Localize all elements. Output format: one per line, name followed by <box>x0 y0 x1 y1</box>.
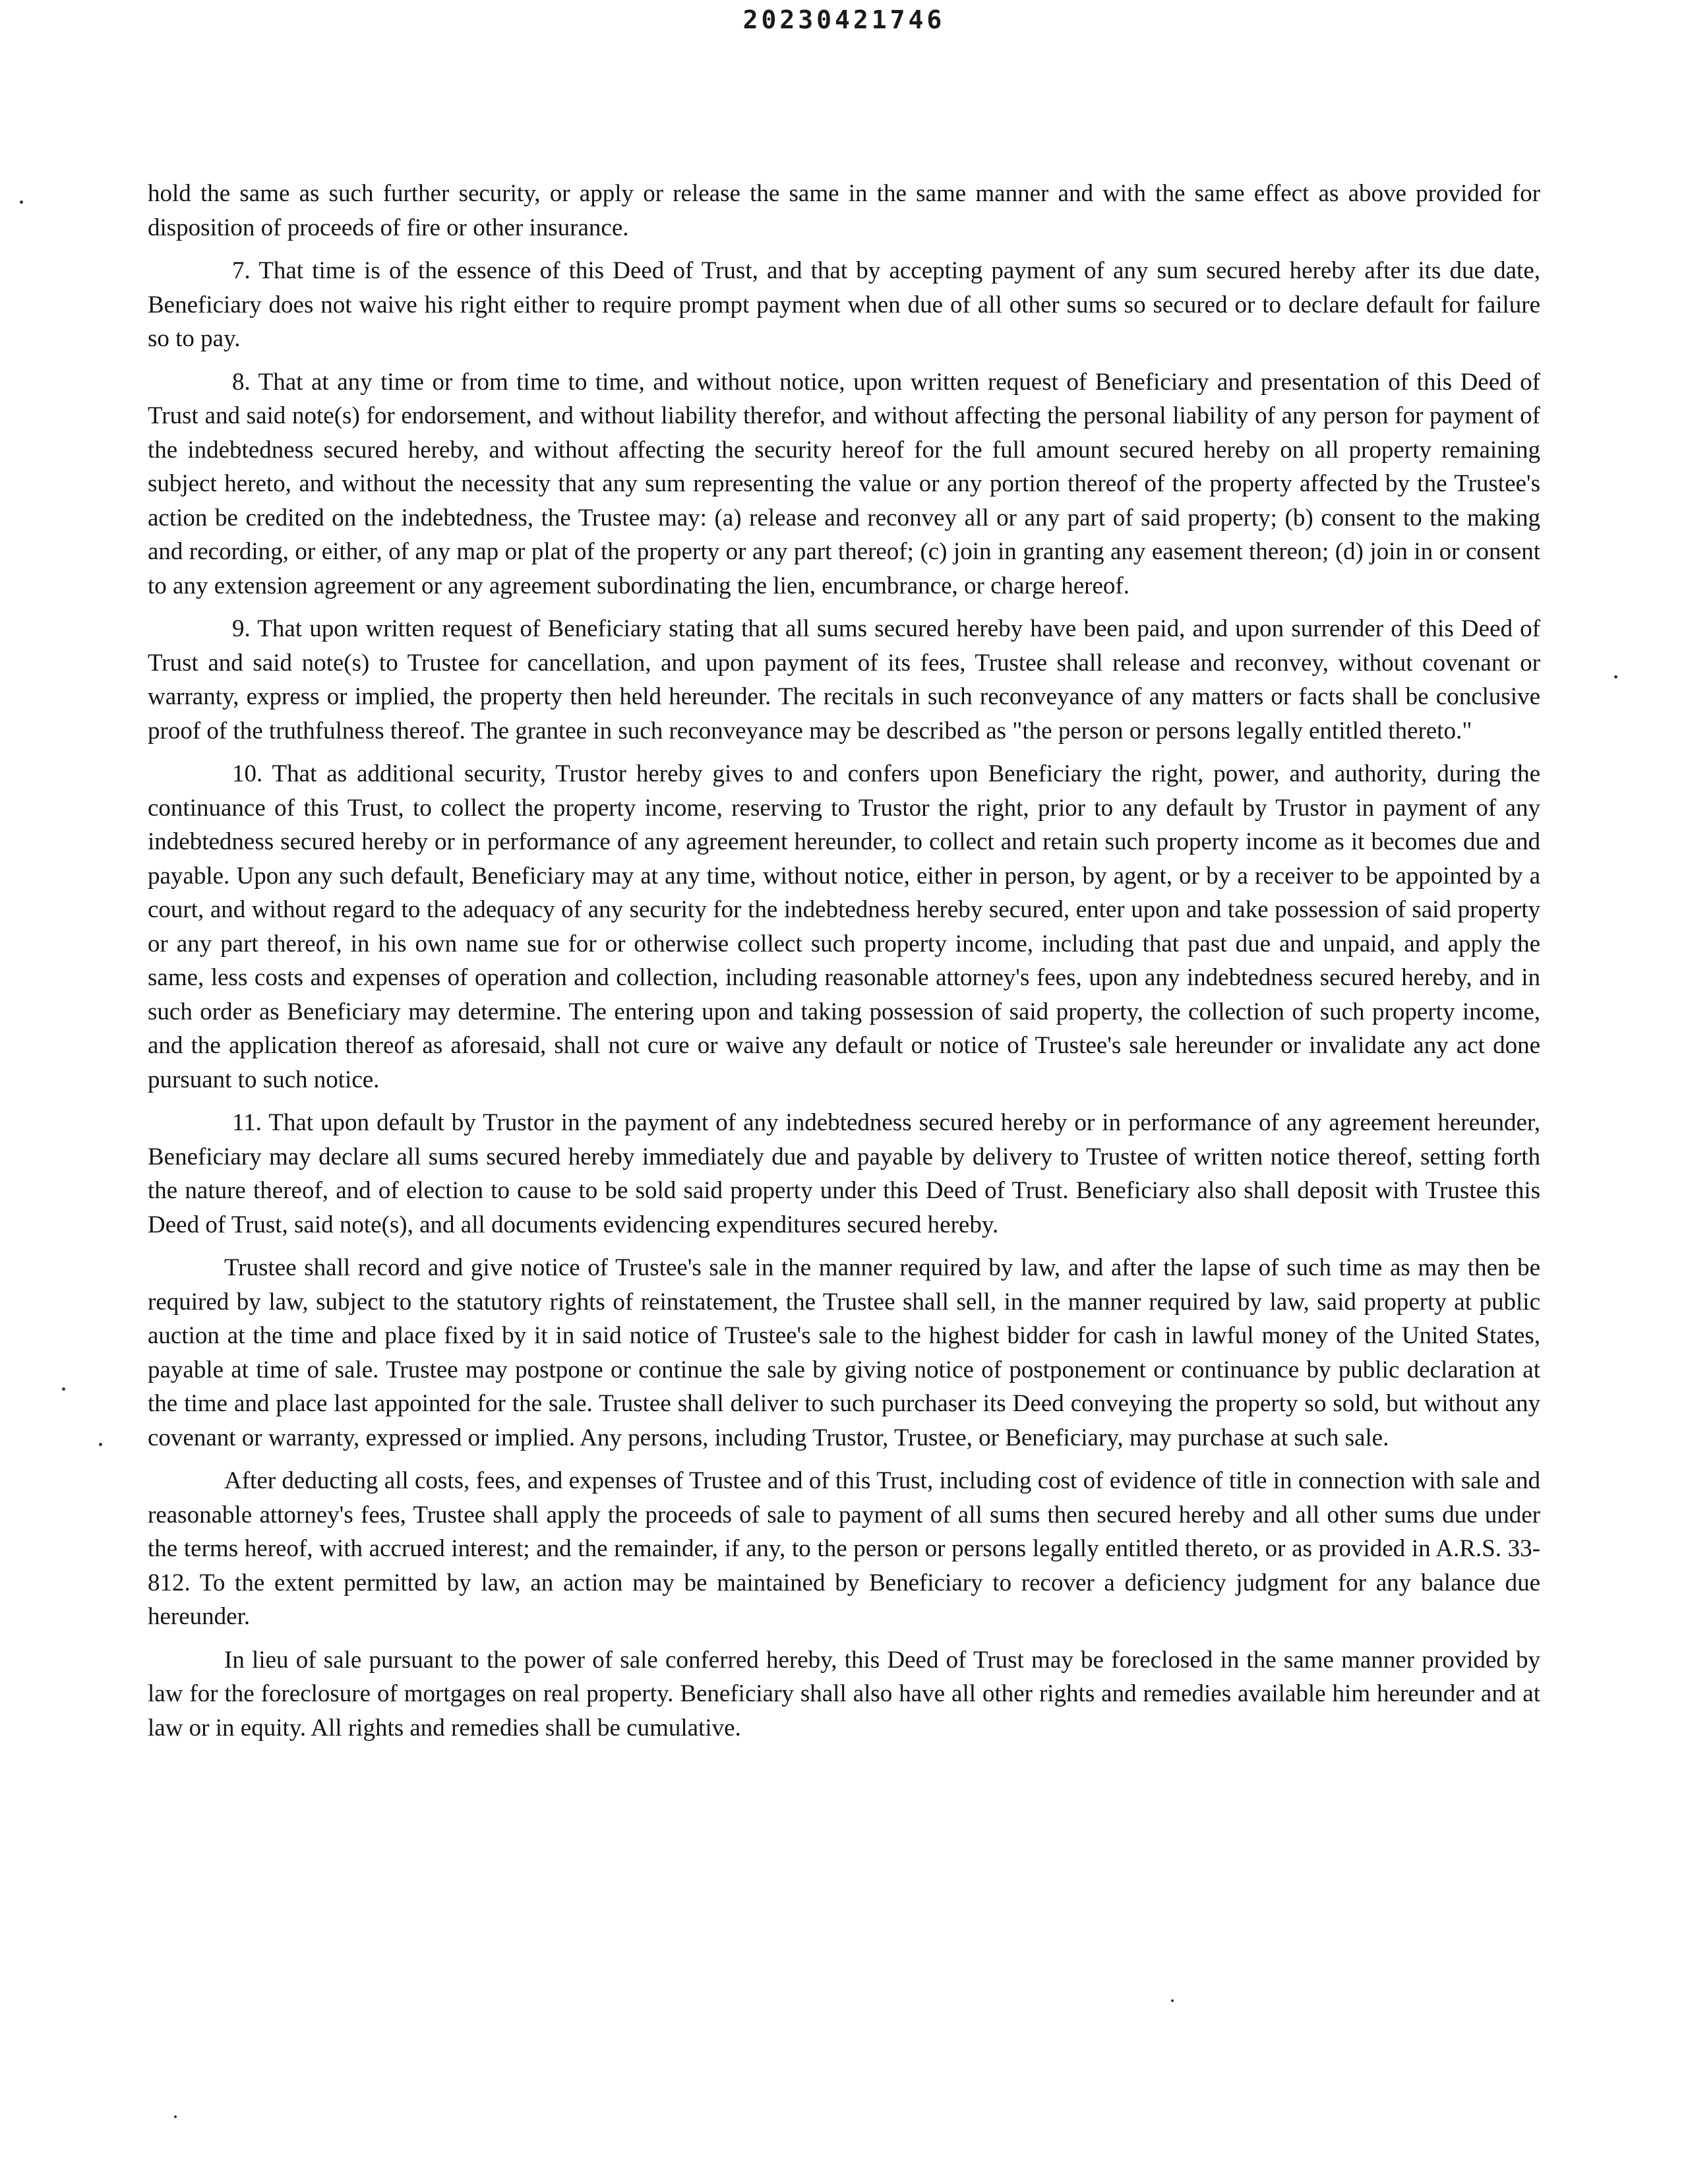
paragraph-7: 7. That time is of the essence of this Deed of Trust, and that by accepting payment of any sum secured hereby after its due date, Beneficiary does not waive his right either to require prompt payment when due of all other sums so secured or to declare default for failure so to pay. <box>148 257 1540 352</box>
scan-speck <box>1171 1999 1174 2002</box>
paragraph-trustee-sale: Trustee shall record and give notice of Trustee's sale in the manner required by law, and after the lapse of such time as may then be required by law, subject to the statutory rights of reinstatement, the Trustee shall sell, in the manner required by law, said property at public auction at the time and place fixed by it in said notice of Trustee's sale to the highest bidder for cash in lawful money of the United States, payable at time of sale. Trustee may postpone or continue the sale by giving notice of postponement or continuance by public declaration at the time and place last appointed for the sale. Trustee shall deliver to such purchaser its Deed conveying the property so sold, but without any covenant or warranty, expressed or implied. Any persons, including Trustor, Trustee, or Beneficiary, may purchase at such sale. <box>148 1254 1540 1451</box>
scan-speck <box>20 200 23 204</box>
paragraph-9: 9. That upon written request of Beneficiary stating that all sums secured hereby have been paid, and upon surrender of this Deed of Trust and said note(s) to Trustee for cancellation, and upon payment of its fees, Trustee shall release and reconvey, without covenant or warranty, express or implied, the property then held hereunder. The recitals in such reconveyance of any matters or facts shall be conclusive proof of the truthfulness thereof. The grantee in such reconveyance may be described as "the person or persons legally entitled thereto." <box>148 615 1540 744</box>
scan-speck <box>174 2115 177 2118</box>
paragraph-foreclosure: In lieu of sale pursuant to the power of sale conferred hereby, this Deed of Trust may be foreclosed in the same manner provided by law for the foreclosure of mortgages on real property. Beneficiary shall also have all other rights and remedies available him hereunder and at law or in equity. All rights and remedies shall be cumulative. <box>148 1646 1540 1742</box>
scan-speck <box>99 1443 102 1446</box>
paragraph-continuation: hold the same as such further security, or apply or release the same in the same manner and with the same effect as above provided for disposition of proceeds of fire or other insurance. <box>148 180 1540 241</box>
document-body <box>148 177 1540 1754</box>
scan-speck <box>1614 675 1617 679</box>
document-number: 20230421746 <box>742 5 946 34</box>
paragraph-8: 8. That at any time or from time to time, and without notice, upon written request of Beneficiary and presentation of this Deed of Trust and said note(s) for endorsement, and without liability therefor, and without affecting the personal liability of any person for payment of the indebtedness secured hereby, and without affecting the security hereof for the full amount secured hereby on all property remaining subject hereto, and without the necessity that any sum representing the value or any portion thereof of the property affected by the Trustee's action be credited on the indebtedness, the Trustee may: (a) release and reconvey all or any part of said property; (b) consent to the making and recording, or either, of any map or plat of the property or any part thereof; (c) join in granting any easement thereon; (d) join in or consent to any extension agreement or any agreement subordinating the lien, encumbrance, or charge hereof. <box>148 368 1540 599</box>
paragraph-10: 10. That as additional security, Trustor hereby gives to and confers upon Beneficiary the right, power, and authority, during the continuance of this Trust, to collect the property income, reserving to Trustor the right, prior to any default by Trustor in payment of any indebtedness secured hereby or in performance of any agreement hereunder, to collect and retain such property income as it becomes due and payable. Upon any such default, Beneficiary may at any time, without notice, either in person, by agent, or by a receiver to be appointed by a court, and without regard to the adequacy of any security for the indebtedness hereby secured, enter upon and take possession of said property or any part thereof, in his own name sue for or otherwise collect such property income, including that past due and unpaid, and apply the same, less costs and expenses of operation and collection, including reasonable attorney's fees, upon any indebtedness secured hereby, and in such order as Beneficiary may determine. The entering upon and taking possession of said property, the collection of such property income, and the application thereof as aforesaid, shall not cure or waive any default or notice of Trustee's sale hereunder or invalidate any act done pursuant to such notice. <box>148 760 1540 1093</box>
paragraph-11: 11. That upon default by Trustor in the payment of any indebtedness secured hereby or in performance of any agreement hereunder, Beneficiary may declare all sums secured hereby immediately due and payable by delivery to Trustee of written notice thereof, setting forth the nature thereof, and of election to cause to be sold said property under this Deed of Trust. Beneficiary also shall deposit with Trustee this Deed of Trust, said note(s), and all documents evidencing expenditures secured hereby. <box>148 1109 1540 1238</box>
scan-speck <box>62 1387 65 1391</box>
paragraph-proceeds: After deducting all costs, fees, and expenses of Trustee and of this Trust, including cost of evidence of title in connection with sale and reasonable attorney's fees, Trustee shall apply the proceeds of sale to payment of all sums then secured hereby and all other sums due under the terms hereof, with accrued interest; and the remainder, if any, to the person or persons legally entitled thereto, or as provided in A.R.S. 33-812. To the extent permitted by law, an action may be maintained by Beneficiary to recover a deficiency judgment for any balance due hereunder. <box>148 1467 1540 1630</box>
